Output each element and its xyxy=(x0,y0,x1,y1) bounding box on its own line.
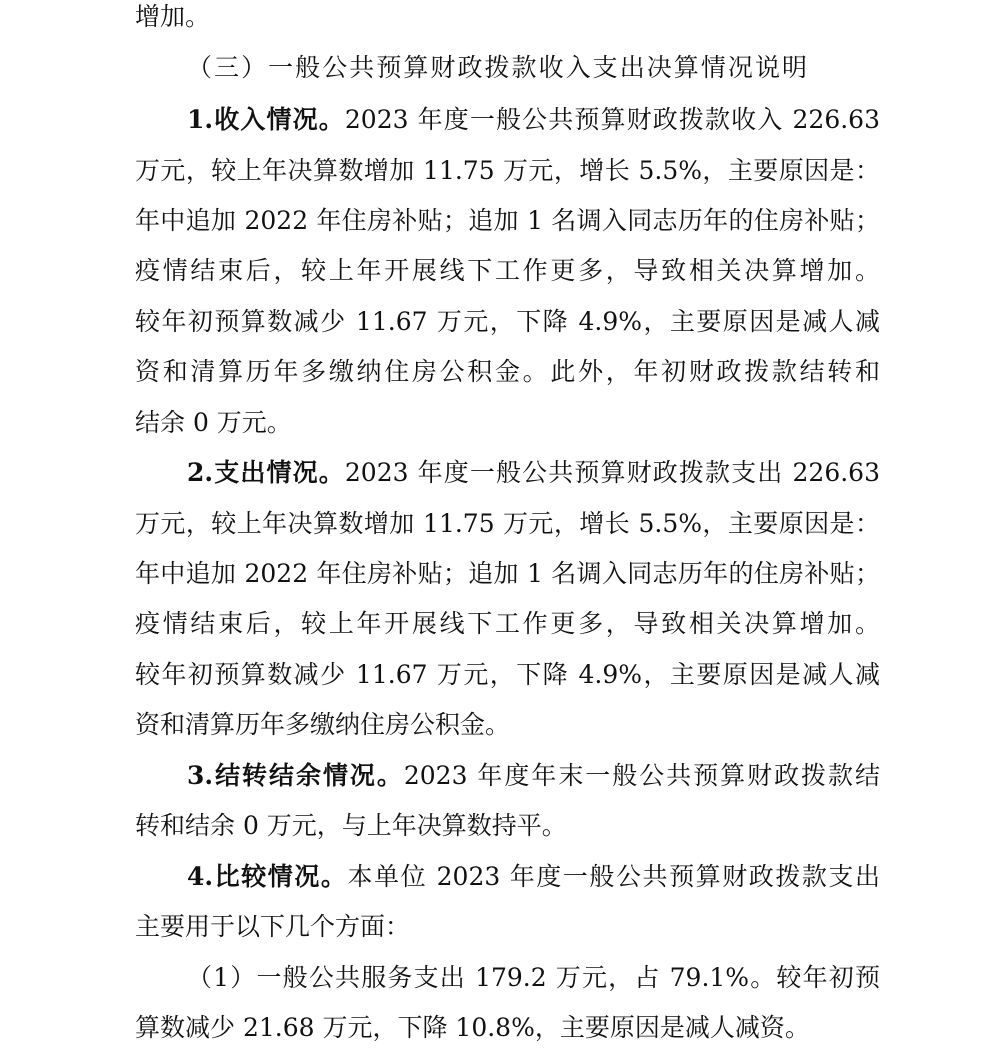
paragraph-expense-text: 疫情结束后，较上年开展线下工作更多，导致相关决算增加。 xyxy=(135,609,880,638)
paragraph-income-line xyxy=(135,251,880,291)
paragraph-public-service-text: 算数减少 21.68 万元，下降 10.8%，主要原因是减人减资。 xyxy=(135,1013,810,1042)
paragraph-expense-text: 年中追加 2022 年住房补贴；追加 1 名调入同志历年的住房补贴； xyxy=(135,559,880,588)
paragraph-expense-line xyxy=(135,554,880,594)
paragraph-income-text: 万元，较上年决算数增加 11.75 万元，增长 5.5%，主要原因是： xyxy=(135,156,880,185)
paragraph-income-text: 结余 0 万元。 xyxy=(135,408,292,437)
paragraph-expense-text: 资和清算历年多缴纳住房公积金。 xyxy=(135,710,511,739)
paragraph-income-heading: 1.收入情况。 xyxy=(187,105,345,134)
paragraph-income-line xyxy=(135,352,880,392)
paragraph-carryover-text: 2023 年度年末一般公共预算财政拨款结 xyxy=(403,761,880,790)
text-line-content: 增加。 xyxy=(135,2,211,31)
paragraph-expense-line xyxy=(187,453,880,493)
paragraph-income-text: 较年初预算数减少 11.67 万元，下降 4.9%，主要原因是减人减 xyxy=(135,307,880,336)
paragraph-expense-line xyxy=(135,604,880,644)
paragraph-carryover-line xyxy=(187,756,880,796)
paragraph-comparison-text: 本单位 2023 年度一般公共预算财政拨款支出 xyxy=(347,862,880,891)
paragraph-income-line xyxy=(135,201,880,241)
paragraph-public-service-text: （1）一般公共服务支出 179.2 万元，占 79.1%。较年初预 xyxy=(187,963,880,992)
paragraph-comparison-line xyxy=(187,857,880,897)
paragraph-expense-text: 较年初预算数减少 11.67 万元，下降 4.9%，主要原因是减人减 xyxy=(135,660,880,689)
paragraph-income-text: 2023 年度一般公共预算财政拨款收入 226.63 xyxy=(344,105,880,134)
paragraph-comparison-line xyxy=(135,907,880,947)
paragraph-expense-heading: 2.支出情况。 xyxy=(187,458,345,487)
paragraph-expense-text: 万元，较上年决算数增加 11.75 万元，增长 5.5%，主要原因是： xyxy=(135,509,880,538)
paragraph-income-line xyxy=(135,151,880,191)
paragraph-public-service-line xyxy=(187,958,880,998)
paragraph-comparison-heading: 4.比较情况。 xyxy=(187,862,348,891)
paragraph-public-service-line xyxy=(135,1008,880,1048)
paragraph-carryover-line xyxy=(135,806,880,846)
paragraph-income-text: 资和清算历年多缴纳住房公积金。此外，年初财政拨款结转和 xyxy=(135,357,880,386)
paragraph-income-line xyxy=(135,302,880,342)
section-heading-text: （三）一般公共预算财政拨款收入支出决算情况说明 xyxy=(187,53,807,82)
paragraph-carryover-text: 转和结余 0 万元，与上年决算数持平。 xyxy=(135,811,567,840)
text-line xyxy=(135,0,880,37)
paragraph-expense-line xyxy=(135,655,880,695)
paragraph-carryover-heading: 3.结转结余情况。 xyxy=(187,761,404,790)
paragraph-income-text: 年中追加 2022 年住房补贴；追加 1 名调入同志历年的住房补贴； xyxy=(135,206,880,235)
paragraph-income-line xyxy=(187,100,880,140)
paragraph-income-text: 疫情结束后，较上年开展线下工作更多，导致相关决算增加。 xyxy=(135,256,880,285)
paragraph-income-line xyxy=(135,403,880,443)
paragraph-expense-text: 2023 年度一般公共预算财政拨款支出 226.63 xyxy=(344,458,880,487)
paragraph-expense-line xyxy=(135,504,880,544)
paragraph-expense-line xyxy=(135,705,880,745)
paragraph-comparison-text: 主要用于以下几个方面： xyxy=(135,912,411,941)
section-heading xyxy=(187,48,807,88)
